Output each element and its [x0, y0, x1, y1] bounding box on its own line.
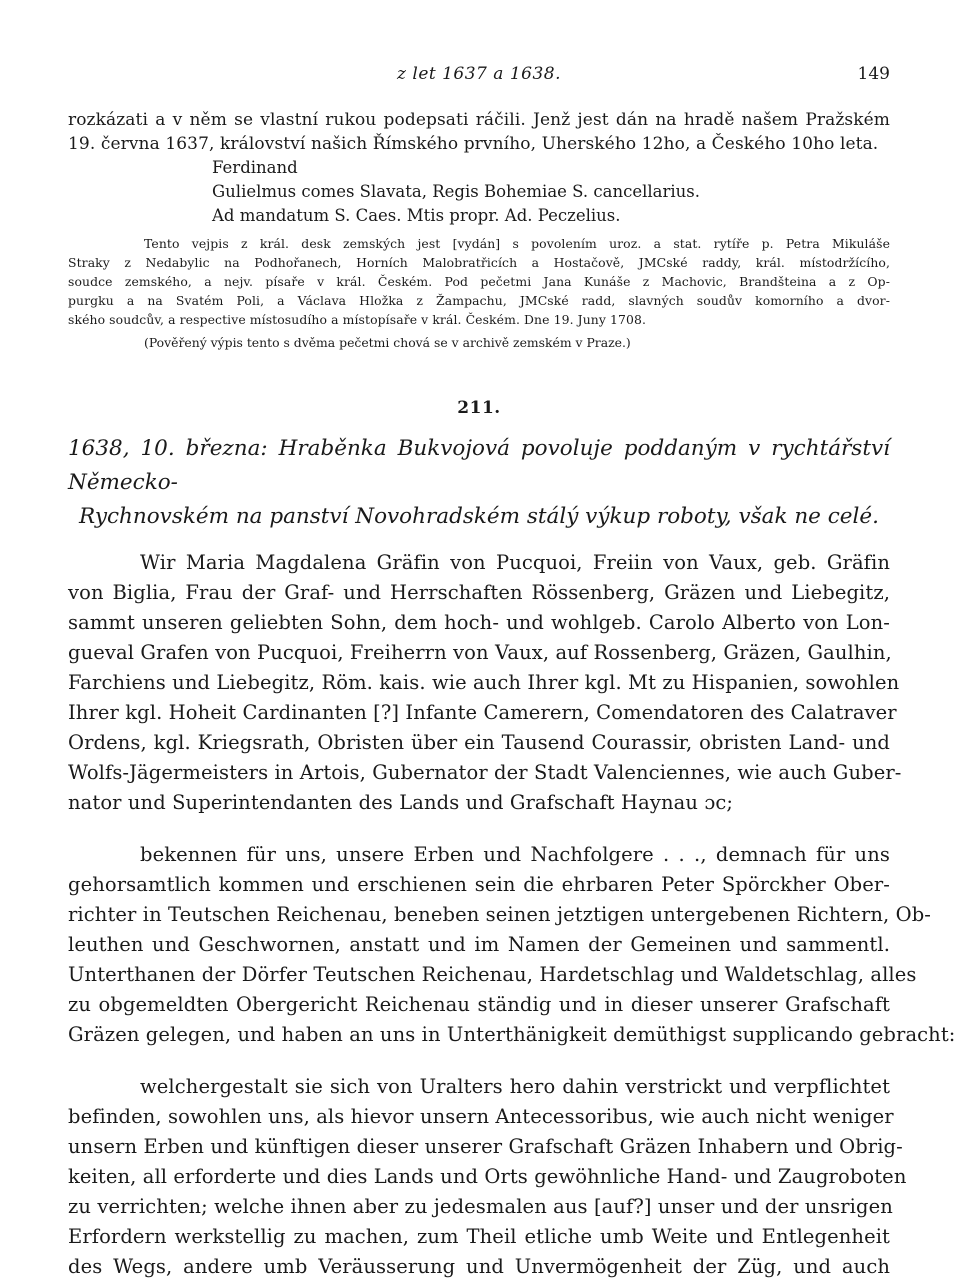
text-line: 19. června 1637, království našich Římského prvního, Uherského 12ho, a Českého 10ho leta. — [68, 134, 879, 154]
continuation-paragraph — [68, 108, 890, 156]
running-title: z let 1637 a 1638. — [397, 64, 561, 84]
text-line: rozkázati a v něm se vlastní rukou podepsati ráčili. Jenž jest dán na hradě našem Pražském — [68, 110, 890, 130]
signature-line: Ad mandatum S. Caes. Mtis propr. Ad. Peczelius. — [212, 206, 621, 225]
note-line: Tento vejpis z král. desk zemských jest [vydán] s povolením uroz. a stat. rytíře p. Petra Mikuláše — [144, 236, 890, 251]
text-line: Gräzen gelegen, und haben an uns in Unterthänigkeit demüthigst supplicando gebracht: — [68, 1023, 956, 1046]
text-line: bekennen für uns, unsere Erben und Nachfolgere . . ., demnach für uns — [140, 843, 890, 866]
note-line: Straky z Nedabylic na Podhořanech, Horních Malobratřicích a Hostačově, JMCské raddy, král. místodržícího, — [68, 255, 890, 270]
text-line: leuthen und Geschwornen, anstatt und im Namen der Gemeinen und sammentl. — [68, 933, 890, 956]
note-line: purgku a na Svatém Poli, a Václava Hložka z Žampachu, JMCské radd, slavných soudův komorního a dvor- — [68, 293, 890, 308]
signature-line: Ferdinand — [212, 158, 298, 177]
text-line: zu obgemeldten Obergericht Reichenau ständig und in dieser unserer Grafschaft — [68, 993, 890, 1016]
document-title — [68, 432, 890, 534]
text-line: unsern Erben und künftigen dieser unserer Grafschaft Gräzen Inhabern und Obrig- — [68, 1135, 903, 1158]
text-line: Erfordern werkstellig zu machen, zum Theil etliche umb Weite und Entlegenheit — [68, 1225, 890, 1248]
text-line: richter in Teutschen Reichenau, beneben seinen jetztigen untergebenen Richtern, Ob- — [68, 903, 931, 926]
text-line: nator und Superintendanten des Lands und Grafschaft Haynau ɔc; — [68, 791, 734, 814]
page-header — [68, 58, 890, 88]
text-line: keiten, all erforderte und dies Lands und Orts gewöhnliche Hand- und Zaugroboten — [68, 1165, 907, 1188]
title-line: 1638, 10. března: Hraběnka Bukvojová povoluje poddaným v rychtářství Německo- — [68, 436, 890, 495]
note-line: ského soudcův, a respective místosudího a místopísaře v král. Českém. Dne 19. Juny 1708. — [68, 312, 646, 327]
signature-block — [68, 156, 890, 228]
title-line: Rychnovském na panství Novohradském stálý výkup roboty, však ne celé. — [79, 504, 879, 529]
archive-note: (Pověřený výpis tento s dvěma pečetmi chová se v archivě zemském v Praze.) — [144, 335, 631, 350]
page — [68, 58, 956, 1282]
text-line: Ordens, kgl. Kriegsrath, Obristen über ein Tausend Courassir, obristen Land- und — [68, 731, 890, 754]
body-paragraph-1 — [68, 548, 902, 818]
text-line: gehorsamtlich kommen und erschienen sein die ehrbaren Peter Spörckher Ober- — [68, 873, 890, 896]
text-line: Ihrer kgl. Hoheit Cardinanten [?] Infante Camerern, Comendatoren des Calatraver — [68, 701, 897, 724]
body-paragraph-3 — [68, 1072, 907, 1282]
body-paragraph-2 — [68, 840, 956, 1050]
document-number: 211. — [457, 398, 501, 418]
text-line: des Wegs, andere umb Veräusserung und Unvermögenheit der Züg, und auch — [68, 1255, 890, 1278]
text-line: Wolfs-Jägermeisters in Artois, Gubernator der Stadt Valenciennes, wie auch Guber- — [68, 761, 902, 784]
text-line: befinden, sowohlen uns, als hievor unsern Antecessoribus, wie auch nicht weniger — [68, 1105, 894, 1128]
text-line: von Biglia, Frau der Graf- und Herrschaften Rössenberg, Gräzen und Liebegitz, — [68, 581, 890, 604]
text-line: zu verrichten; welche ihnen aber zu jedesmalen aus [auf?] unser und der unsrigen — [68, 1195, 893, 1218]
text-line: gueval Grafen von Pucquoi, Freiherrn von Vaux, auf Rossenberg, Gräzen, Gaulhin, — [68, 641, 892, 664]
text-line: welchergestalt sie sich von Uralters hero dahin verstrickt und verpflichtet — [140, 1075, 890, 1098]
page-number: 149 — [857, 64, 890, 84]
text-line: sammt unseren geliebten Sohn, dem hoch- und wohlgeb. Carolo Alberto von Lon- — [68, 611, 890, 634]
note-line: soudce zemského, a nejv. písaře v král. Českém. Pod pečetmi Jana Kunáše z Machovic, Brandšteina a z Op- — [68, 274, 890, 289]
text-line: Wir Maria Magdalena Gräfin von Pucquoi, Freiin von Vaux, geb. Gräfin — [140, 551, 890, 574]
signature-line: Gulielmus comes Slavata, Regis Bohemiae S. cancellarius. — [212, 182, 700, 201]
text-line: Unterthanen der Dörfer Teutschen Reichenau, Hardetschlag und Waldetschlag, alles — [68, 963, 917, 986]
transcript-note — [68, 234, 890, 329]
text-line: Farchiens und Liebegitz, Röm. kais. wie auch Ihrer kgl. Mt zu Hispanien, sowohlen — [68, 671, 900, 694]
